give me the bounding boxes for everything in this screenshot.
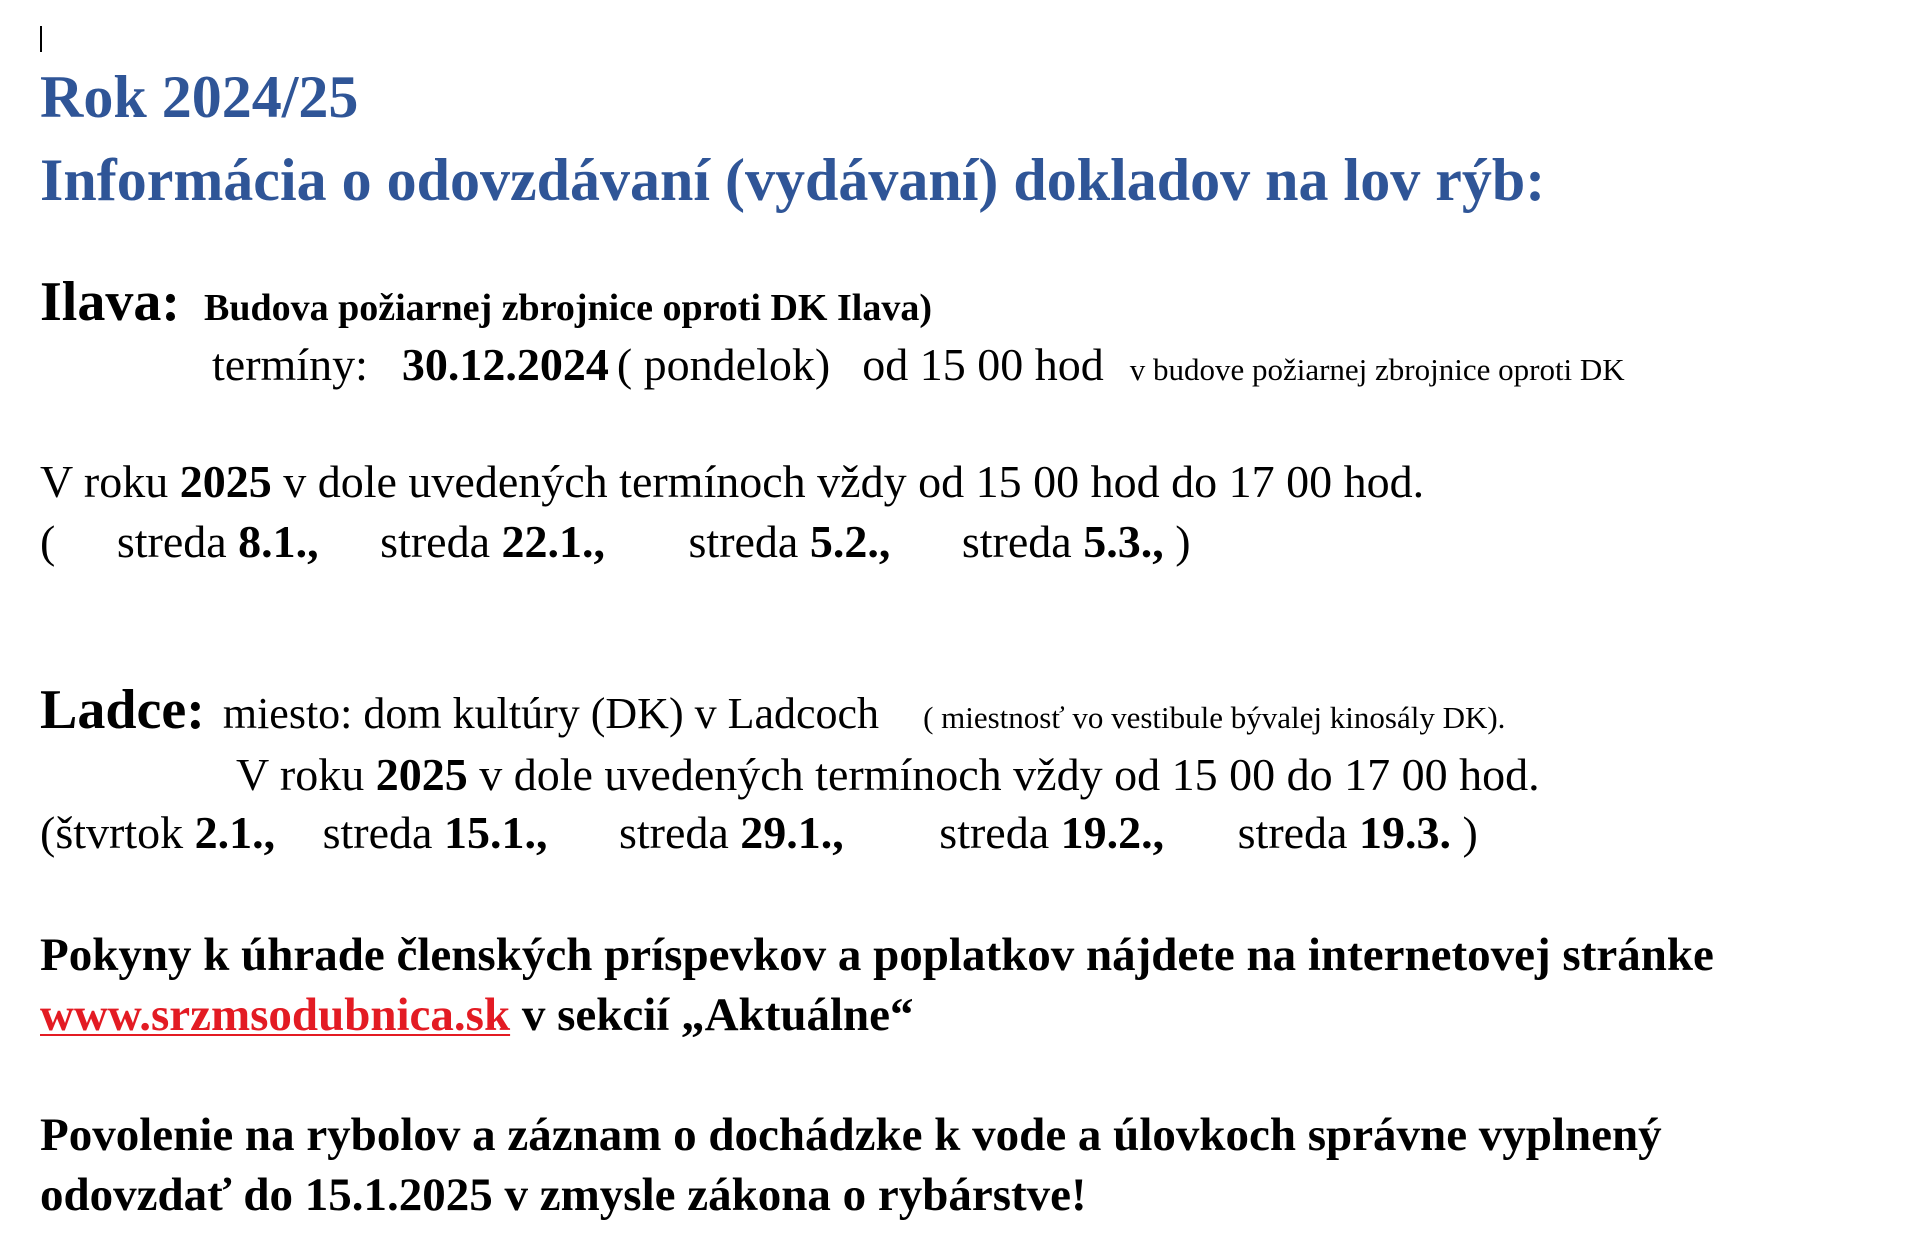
ilava-close-paren: ): [1175, 516, 1191, 567]
text-cursor: [40, 26, 42, 52]
title-info: Informácia o odovzdávaní (vydávaní) dokladov na lov rýb:: [40, 147, 1546, 213]
ladce-dates-line: [40, 806, 1478, 859]
ilava-location-note: v budove požiarnej zbrojnice oproti DK: [1129, 352, 1625, 387]
ladce-year-line: [236, 748, 1540, 801]
ilava-day: ( pondelok): [616, 339, 831, 390]
website-link[interactable]: www.srzmsodubnica.sk: [40, 989, 511, 1041]
ilava-label: Ilava:: [40, 271, 180, 333]
ilava-date-item: streda 8.1.,: [116, 516, 319, 567]
ilava-year-post: v dole uvedených termínoch vždy od 15 00 hod do 17 00 hod.: [283, 456, 1425, 507]
title-year: Rok 2024/25: [40, 64, 359, 130]
ilava-year-pre: V roku: [40, 456, 169, 507]
ladce-date-item: streda 15.1.,: [322, 807, 548, 858]
notice-line1: Povolenie na rybolov a záznam o dochádzke k vode a úlovkoch správne vyplnený: [40, 1109, 1662, 1161]
ladce-place-note: ( miestnosť vo vestibule bývalej kinosály DK).: [923, 700, 1506, 735]
ilava-terms-label: termíny:: [212, 339, 368, 390]
payments-section: v sekcií „Aktuálne“: [521, 989, 914, 1041]
ladce-place: miesto: dom kultúry (DK) v Ladcoch: [222, 689, 880, 738]
payments-text: Pokyny k úhrade členských príspevkov a poplatkov nájdete na internetovej stránke: [40, 929, 1714, 981]
ilava-place: Budova požiarnej zbrojnice oproti DK Ilava): [204, 287, 932, 329]
ladce-date-item: streda 19.3.: [1237, 807, 1451, 858]
ilava-heading-line: [40, 270, 932, 334]
ilava-date-item: streda 5.3.,: [961, 516, 1164, 567]
ladce-year-post: v dole uvedených termínoch vždy od 15 00 do 17 00 hod.: [479, 749, 1540, 800]
payments-link-line: [40, 988, 914, 1042]
ladce-close-paren: ): [1462, 807, 1478, 858]
ilava-time: od 15 00 hod: [862, 339, 1104, 390]
ladce-year-pre: V roku: [236, 749, 365, 800]
ladce-date-item: (štvrtok 2.1.,: [40, 807, 276, 858]
ladce-heading-line: [40, 678, 1505, 742]
ilava-open-paren: (: [40, 516, 56, 567]
ilava-date: 30.12.2024: [401, 339, 609, 390]
ilava-dates-line: [40, 515, 1191, 568]
notice-line2: odovzdať do 15.1.2025 v zmysle zákona o rybárstve!: [40, 1169, 1087, 1221]
ladce-year: 2025: [375, 749, 468, 800]
ilava-year-line: [40, 455, 1424, 508]
ilava-date-item: streda 22.1.,: [380, 516, 606, 567]
ilava-date-item: streda 5.2.,: [688, 516, 891, 567]
ilava-year: 2025: [179, 456, 272, 507]
document-page: [40, 0, 1900, 1258]
ladce-date-item: streda 29.1.,: [618, 807, 844, 858]
ilava-terms-line: [212, 338, 1625, 391]
ladce-date-item: streda 19.2.,: [939, 807, 1165, 858]
ladce-label: Ladce:: [40, 679, 205, 741]
